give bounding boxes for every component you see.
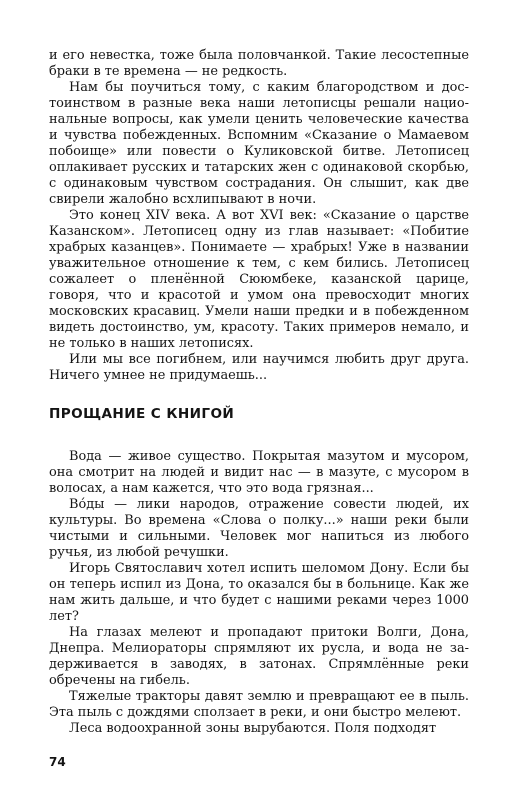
paragraph: Это конец XIV века. А вот XVI век: «Сказание о царстве Казанском». Летописец одну из глав называет: «Побитие храбрых казанцев». Понимаете — храбрых! Уже в названии уважительное отношение к тем, с кем бились. Летописец сожалеет о пленённой Сююмбеке, казанской царице, говоря, что и красотой и умом она превосходит многих московских красавиц. Умели наши предки и в побежденном видеть достоинство, ум, красоту. Таких примеров немало, и не только в наших летописях. [49, 208, 469, 351]
paragraph: На глазах мелеют и пропадают притоки Волги, Дона, Днепра. Мелиораторы спрямляют их русла, и вода не задерживается в заводях, в затонах. Спрямлённые реки обречены на гибель. [49, 625, 469, 688]
paragraph: Нам бы поучиться тому, с каким благородством и достоинством в разные века наши летописцы решали национальные вопросы, как умели ценить человеческие качества и чувства побежденных. Вспомним «Сказание о Мамаевом побоище» или повести о Куликовской битве. Летописец оплакивает русских и татарских жен с одинаковой скорбью, с одинаковым чувством сострадания. Он слышит, как две свирели жалобно всхлипывают в ночи. [49, 80, 469, 207]
paragraph: Или мы все погибнем, или научимся любить друг друга. Ничего умнее не придумаешь... [49, 352, 469, 383]
page-number: 74 [49, 755, 66, 769]
paragraph: Тяжелые тракторы давят землю и превращают ее в пыль. Эта пыль с дождями сползает в реки, и они быстро мелеют. [49, 689, 469, 720]
paragraph-continuation: и его невестка, тоже была половчанкой. Такие лесостепные браки в те времена — не редкость. [49, 48, 469, 79]
paragraph: Во́ды — лики народов, отражение совести людей, их культуры. Во времена «Слова о полку...» наши реки были чистыми и сильными. Человек мог напиться из любого ручья, из любой речушки. [49, 497, 469, 560]
section-heading: ПРОЩАНИЕ С КНИГОЙ [49, 406, 235, 422]
top-text-section [49, 48, 469, 384]
paragraph: Вода — живое существо. Покрытая мазутом и мусором, она смотрит на людей и видит нас — в мазуте, с мусором в волосах, а нам кажется, что это вода грязная... [49, 449, 469, 496]
paragraph: Игорь Святославич хотел испить шеломом Дону. Если бы он теперь испил из Дона, то оказался бы в больнице. Как же нам жить дальше, и что будет с нашими реками через 1000 лет? [49, 561, 469, 624]
bottom-text-section [49, 449, 469, 737]
paragraph: Леса водоохранной зоны вырубаются. Поля подходят [69, 721, 437, 736]
